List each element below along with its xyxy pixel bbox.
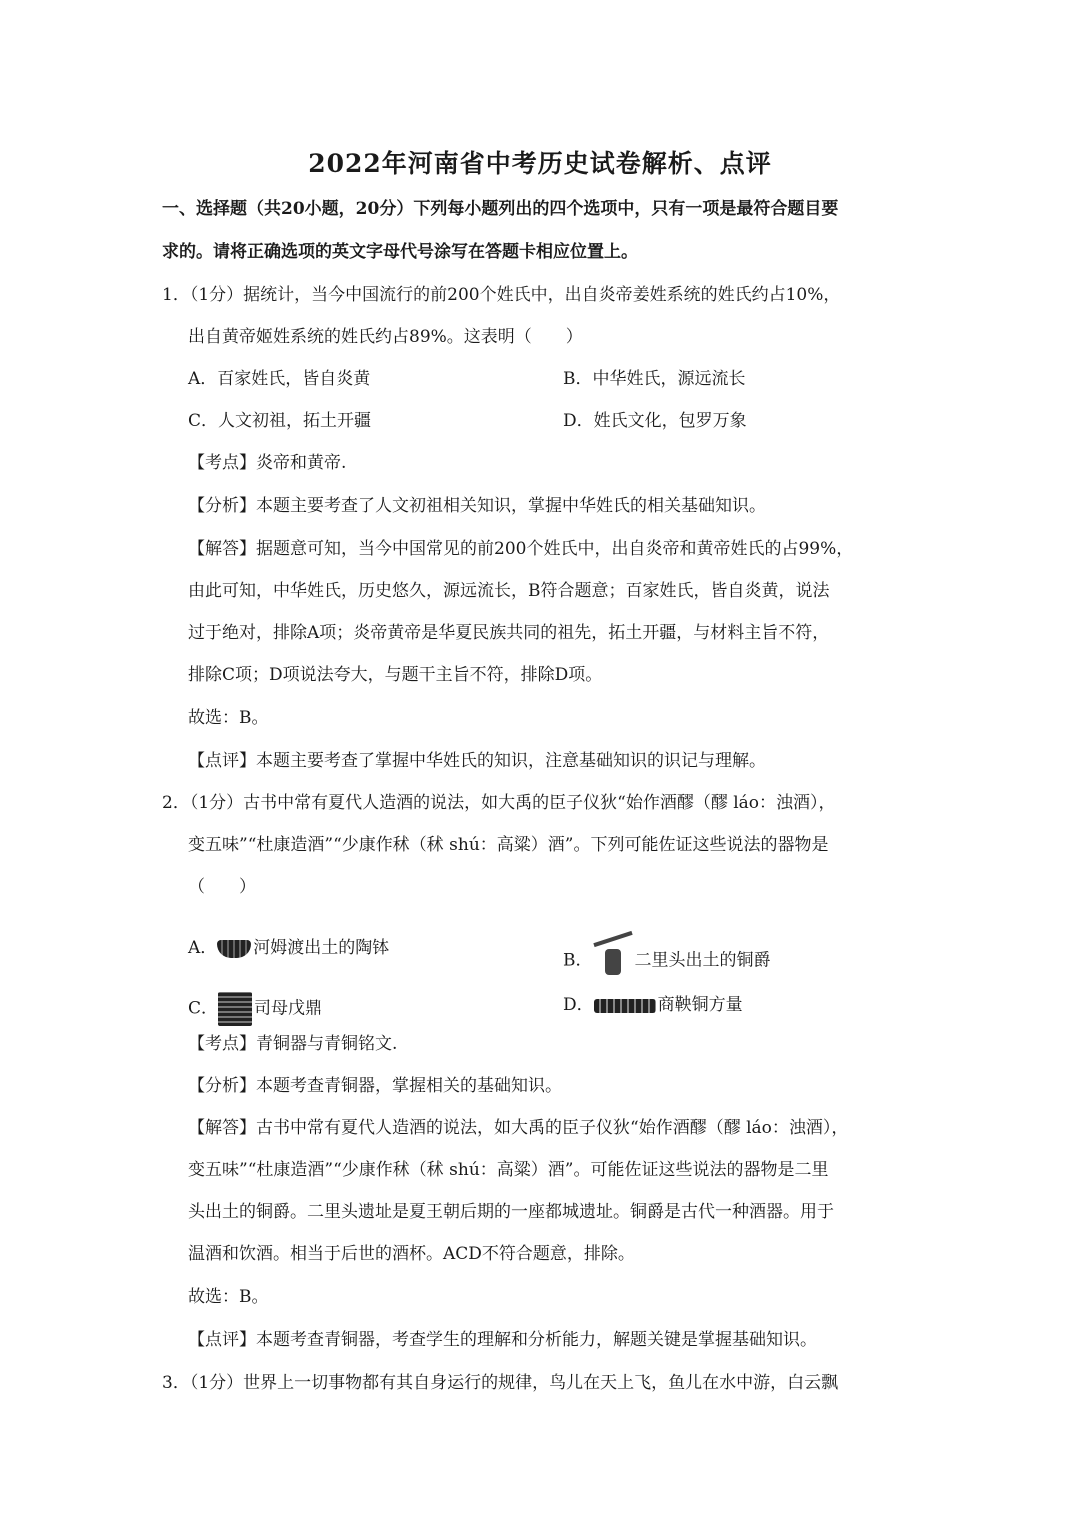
bronze-jue-image bbox=[593, 935, 633, 987]
q1-answer: 故选：B。 bbox=[188, 708, 269, 728]
q2-option-c-letter: C． bbox=[188, 998, 219, 1019]
q1-stem-line1: 1．（1分）据统计，当今中国流行的前200个姓氏中，出自炎帝姜姓系统的姓氏约占10%， bbox=[162, 285, 841, 305]
q2-stem-line2: 变五味”“杜康造酒”“少康作秫（秫 shú：高粱）酒”。下列可能佐证这些说法的器物是 bbox=[188, 835, 829, 855]
q2-option-a-letter: A． bbox=[188, 938, 218, 958]
q2-option-c-text: 司母戊鼎 bbox=[254, 998, 323, 1019]
section-heading-line2: 求的。请将正确选项的英文字母代号涂写在答题卡相应位置上。 bbox=[162, 242, 638, 262]
q1-option-c: C．人文初祖，拓土开疆 bbox=[188, 411, 372, 431]
q2-jieda-line1: 【解答】古书中常有夏代人造酒的说法，如大禹的臣子仪狄“始作酒醪（醪 láo：浊酒）， bbox=[188, 1118, 849, 1138]
q1-dianping: 【点评】本题主要考查了掌握中华姓氏的知识，注意基础知识的识记与理解。 bbox=[188, 751, 766, 771]
pottery-bowl-image bbox=[217, 940, 251, 958]
q2-jieda-line3: 头出土的铜爵。二里头遗址是夏王朝后期的一座都城遗址。铜爵是古代一种酒器。用于 bbox=[188, 1202, 834, 1222]
q1-stem-line2: 出自黄帝姬姓系统的姓氏约占89%。这表明（ ） bbox=[188, 327, 583, 347]
q1-fenxi: 【分析】本题主要考查了人文初祖相关知识，掌握中华姓氏的相关基础知识。 bbox=[188, 496, 766, 516]
q2-jieda-line4: 温酒和饮酒。相当于后世的酒杯。ACD不符合题意，排除。 bbox=[188, 1244, 635, 1264]
q2-stem-line1: 2．（1分）古书中常有夏代人造酒的说法，如大禹的臣子仪狄“始作酒醪（醪 láo：浊酒）， bbox=[162, 793, 836, 813]
q2-option-b-letter: B． bbox=[563, 950, 593, 971]
page-title: 2022年河南省中考历史试卷解析、点评 bbox=[308, 149, 772, 178]
q1-option-a: A．百家姓氏，皆自炎黄 bbox=[188, 369, 371, 389]
q2-option-a bbox=[188, 935, 389, 961]
q1-option-d: D．姓氏文化，包罗万象 bbox=[563, 411, 747, 431]
q1-jieda-line1: 【解答】据题意可知，当今中国常见的前200个姓氏中，出自炎帝和黄帝姓氏的占99%， bbox=[188, 539, 854, 559]
section-heading-line1: 一、选择题（共20小题，20分）下列每小题列出的四个选项中，只有一项是最符合题目要 bbox=[162, 199, 839, 219]
q2-option-b bbox=[563, 935, 771, 971]
q2-option-d bbox=[563, 992, 743, 1018]
q2-option-a-text: 河姆渡出土的陶钵 bbox=[253, 938, 390, 958]
q2-option-d-letter: D． bbox=[563, 995, 594, 1015]
q2-option-d-text: 商鞅铜方量 bbox=[657, 995, 743, 1015]
q2-answer: 故选：B。 bbox=[188, 1287, 269, 1307]
simuwu-ding-image bbox=[218, 992, 252, 1026]
q2-fenxi: 【分析】本题考查青铜器，掌握相关的基础知识。 bbox=[188, 1076, 562, 1096]
q2-option-b-text: 二里头出土的铜爵 bbox=[634, 950, 771, 971]
q1-kaodian: 【考点】炎帝和黄帝. bbox=[188, 453, 347, 473]
q1-jieda-line3: 过于绝对，排除A项；炎帝黄帝是华夏民族共同的祖先，拓土开疆，与材料主旨不符， bbox=[188, 623, 830, 643]
q1-option-b: B．中华姓氏，源远流长 bbox=[563, 369, 746, 389]
q2-jieda-line2: 变五味”“杜康造酒”“少康作秫（秫 shú：高粱）酒”。可能佐证这些说法的器物是二里 bbox=[188, 1160, 829, 1180]
q1-jieda-line2: 由此可知，中华姓氏，历史悠久，源远流长，B符合题意；百家姓氏，皆自炎黄，说法 bbox=[188, 581, 830, 601]
shangyang-fangliang-image bbox=[594, 999, 656, 1013]
q2-option-c bbox=[188, 992, 322, 1018]
q2-dianping: 【点评】本题考查青铜器，考查学生的理解和分析能力，解题关键是掌握基础知识。 bbox=[188, 1330, 817, 1350]
q1-jieda-line4: 排除C项；D项说法夸大，与题干主旨不符，排除D项。 bbox=[188, 665, 603, 685]
q2-kaodian: 【考点】青铜器与青铜铭文. bbox=[188, 1034, 398, 1054]
q2-stem-line3: （ ） bbox=[188, 877, 256, 897]
q3-stem-line1: 3．（1分）世界上一切事物都有其自身运行的规律，鸟儿在天上飞，鱼儿在水中游，白云飘 bbox=[162, 1373, 839, 1393]
